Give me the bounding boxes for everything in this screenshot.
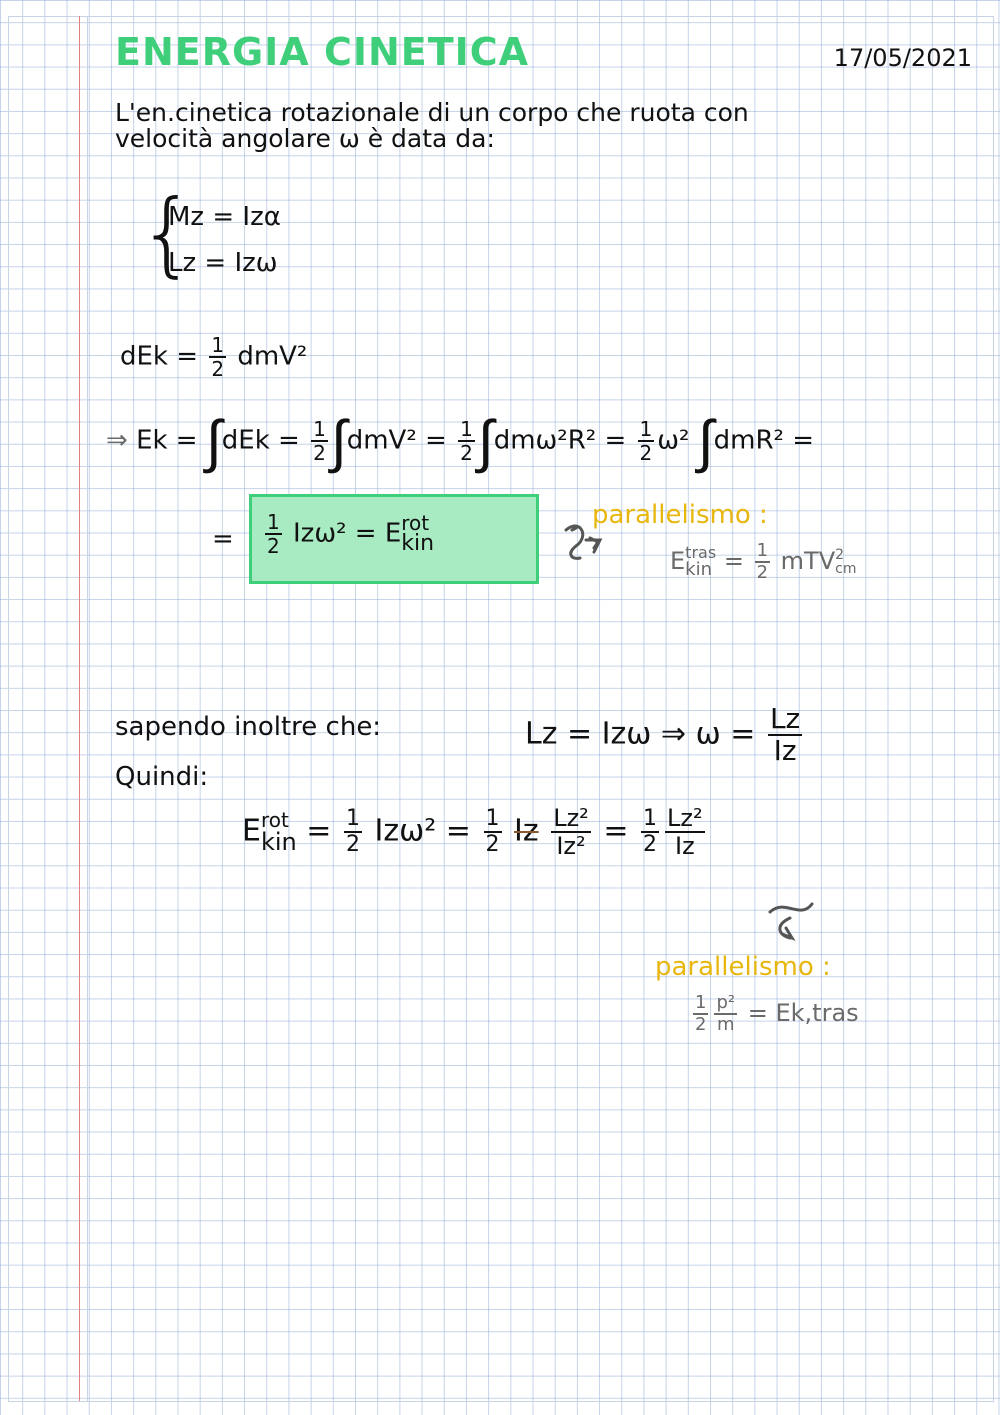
integral-sign: ∫	[477, 407, 494, 475]
final-half-1: $\frac{1}{2}$	[345, 806, 360, 857]
final-f3-num: Lz²	[667, 804, 703, 832]
final-half-2: $\frac{1}{2}$	[485, 806, 500, 857]
note1-sub: kin	[685, 559, 713, 580]
result-sup: rot	[401, 511, 430, 535]
note1-rhs-sup: 2	[835, 547, 845, 563]
dek-rhs: dmV²	[237, 341, 308, 372]
final-f2-den: Iz²	[556, 832, 586, 860]
intro-line-2: velocità angolare ω è data da:	[115, 124, 495, 153]
result-lhs: Izω² = E	[293, 518, 402, 549]
deriv-t2: dmV² =	[346, 425, 447, 456]
final-f3-den: Iz	[674, 832, 695, 860]
final-t1: Izω² =	[374, 813, 471, 849]
note2-rhs: = Ek,tras	[747, 999, 859, 1027]
note1-lhs: E	[670, 547, 686, 575]
deriv-t4: ω²	[657, 425, 690, 456]
note2-frac-den: m	[717, 1014, 735, 1035]
result-sub: kin	[401, 531, 435, 556]
omega-frac-num: Lz	[769, 702, 801, 735]
final-eq3: =	[603, 813, 629, 849]
curved-arrow-1-head	[586, 540, 600, 552]
note2-half-num: 1	[695, 992, 707, 1013]
page-title: ENERGIA CINETICA	[115, 30, 530, 74]
result-half: $\frac{1}{2}$	[267, 510, 280, 558]
system-eq-2: Lz = Izω	[168, 248, 278, 278]
note1-equals: =	[723, 547, 752, 575]
knowing-text: sapendo inoltre che:	[115, 712, 382, 742]
note1-rhs-sub: cm	[835, 561, 857, 577]
note1-label: parallelismo :	[592, 500, 768, 530]
quindi-text: Quindi:	[115, 762, 209, 792]
system-brace: {	[138, 180, 197, 287]
deriv-half-2: $\frac{1}{2}$	[460, 417, 473, 465]
dek-half-num: 1	[211, 333, 225, 357]
note2-frac-num: p²	[716, 992, 736, 1013]
system-eq-1: Mz = Izα	[168, 202, 281, 232]
deriv-half-1: $\frac{1}{2}$	[313, 417, 326, 465]
final-sub: kin	[260, 828, 297, 856]
note2-label: parallelismo :	[655, 952, 831, 982]
final-strike: Iz	[514, 813, 539, 849]
deriv-half-3: $\frac{1}{2}$	[639, 417, 653, 465]
integral-sign: ∫	[330, 407, 347, 475]
dek-half-den: 2	[211, 357, 225, 381]
final-sup: rot	[260, 808, 289, 832]
result-equals: =	[212, 524, 234, 554]
intro-line-1: L'en.cinetica rotazionale di un corpo che ruota con	[115, 98, 749, 127]
deriv-t1: dEk =	[221, 425, 300, 456]
curved-arrow-1	[566, 526, 598, 558]
integral-sign: ∫	[697, 407, 714, 475]
page-date: 17/05/2021	[833, 44, 972, 72]
deriv-t3: dmω²R² =	[493, 425, 627, 456]
note2-half-den: 2	[695, 1014, 707, 1035]
dek-lhs: dEk =	[120, 341, 199, 372]
note1-half: $\frac{1}{2}$	[756, 540, 769, 583]
final-lhs: E	[242, 813, 261, 849]
curved-arrow-2	[770, 904, 812, 938]
final-eq1: =	[306, 813, 332, 849]
knowing-eq: Lz = Izω ⇒ ω =	[525, 716, 756, 752]
deriv-t5: dmR² =	[713, 425, 814, 456]
integral-sign: ∫	[205, 407, 222, 475]
note1-rhs: mTV	[780, 547, 836, 575]
note1-sup: tras	[685, 543, 717, 562]
ek-lhs: Ek =	[136, 425, 198, 456]
implies-arrow: ⇒	[106, 425, 128, 456]
final-half-3: $\frac{1}{2}$	[643, 806, 658, 857]
final-f2-num: Lz²	[553, 804, 589, 832]
omega-frac-den: Iz	[773, 734, 797, 767]
